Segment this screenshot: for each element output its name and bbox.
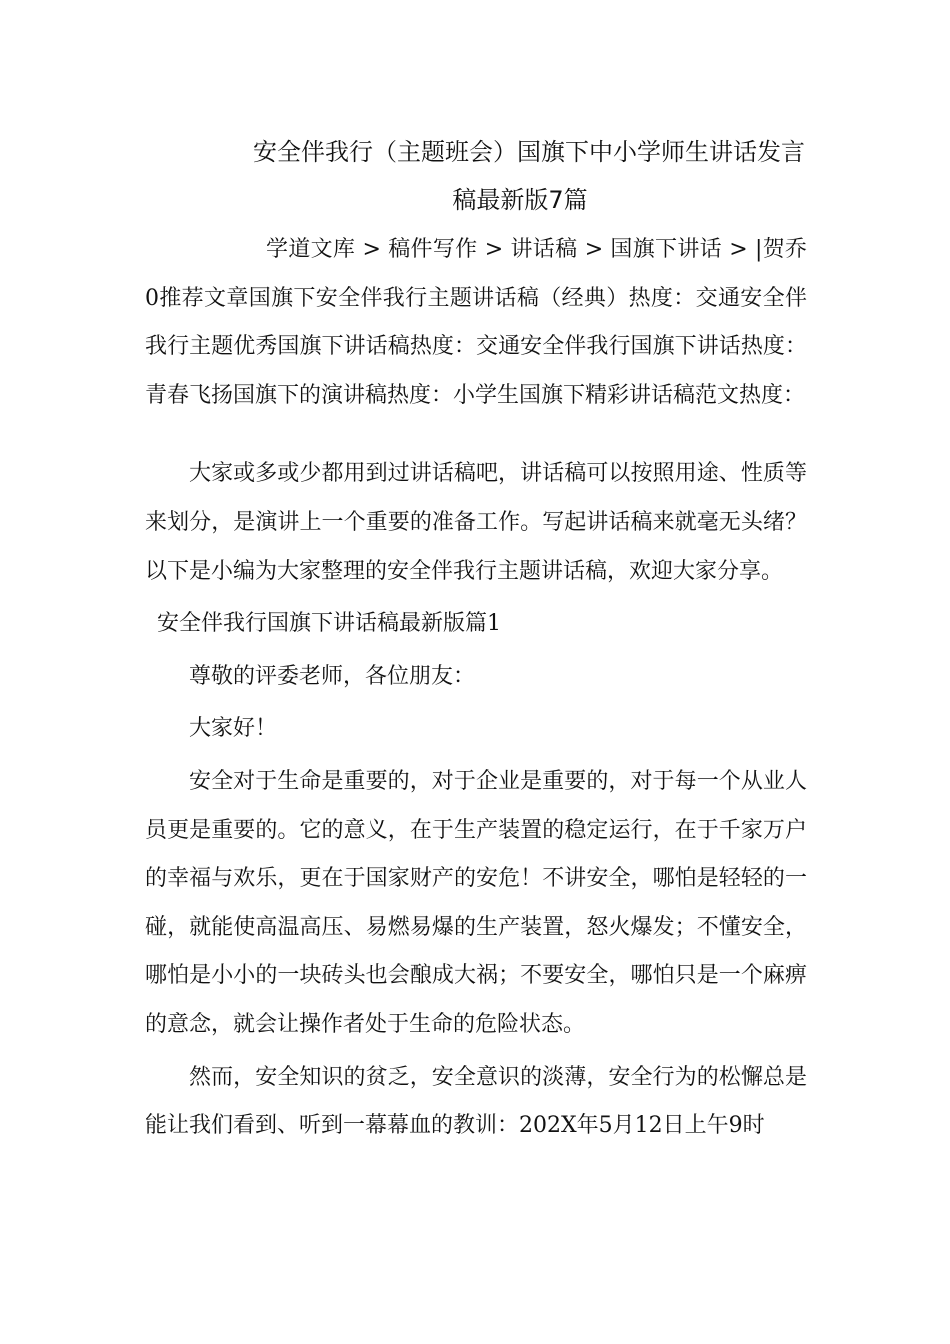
- section-heading: 安全伴我行国旗下讲话稿最新版篇1: [157, 611, 501, 637]
- body-paragraph-2: 然而，安全知识的贫乏，安全意识的淡薄，安全行为的松懈总是能让我们看到、听到一幕幕血的教训：202X年5月12日上午9时: [145, 1064, 807, 1139]
- body-paragraph-1: 安全对于生命是重要的，对于企业是重要的，对于每一个从业人员更是重要的。它的意义，在于生产装置的稳定运行，在于千家万户的幸福与欢乐，更在于国家财产的安危！不讲安全，哪怕是轻轻的一碰，就能使高温高压、易燃易爆的生产装置，怒火爆发；不懂安全，哪怕是小小的一块砖头也会酿成大祸；不要安全，哪怕只是一个麻痹的意念，就会让操作者处于生命的危险状态。: [145, 768, 807, 1037]
- document-title-line-2: 稿最新版7篇: [452, 186, 588, 214]
- greeting: 大家好！: [189, 716, 278, 742]
- intro-paragraph: 大家或多或少都用到过讲话稿吧，讲话稿可以按照用途、性质等来划分，是演讲上一个重要的准备工作。写起讲话稿来就毫无头绪？以下是小编为大家整理的安全伴我行主题讲话稿，欢迎大家分享。: [145, 461, 807, 584]
- document-body: [145, 226, 807, 1151]
- breadcrumb: 学道文库 > 稿件写作 > 讲话稿 > 国旗下讲话 > |贺乔0推荐文章国旗下安全伴我行主题讲话稿（经典）热度：交通安全伴我行主题优秀国旗下讲话稿热度：交通安全伴我行国旗下讲话热度：青春飞扬国旗下的演讲稿热度：小学生国旗下精彩讲话稿范文热度：: [145, 237, 807, 408]
- salutation: 尊敬的评委老师，各位朋友：: [189, 663, 476, 689]
- document-title-line-1: 安全伴我行（主题班会）国旗下中小学师生讲话发言: [253, 138, 805, 166]
